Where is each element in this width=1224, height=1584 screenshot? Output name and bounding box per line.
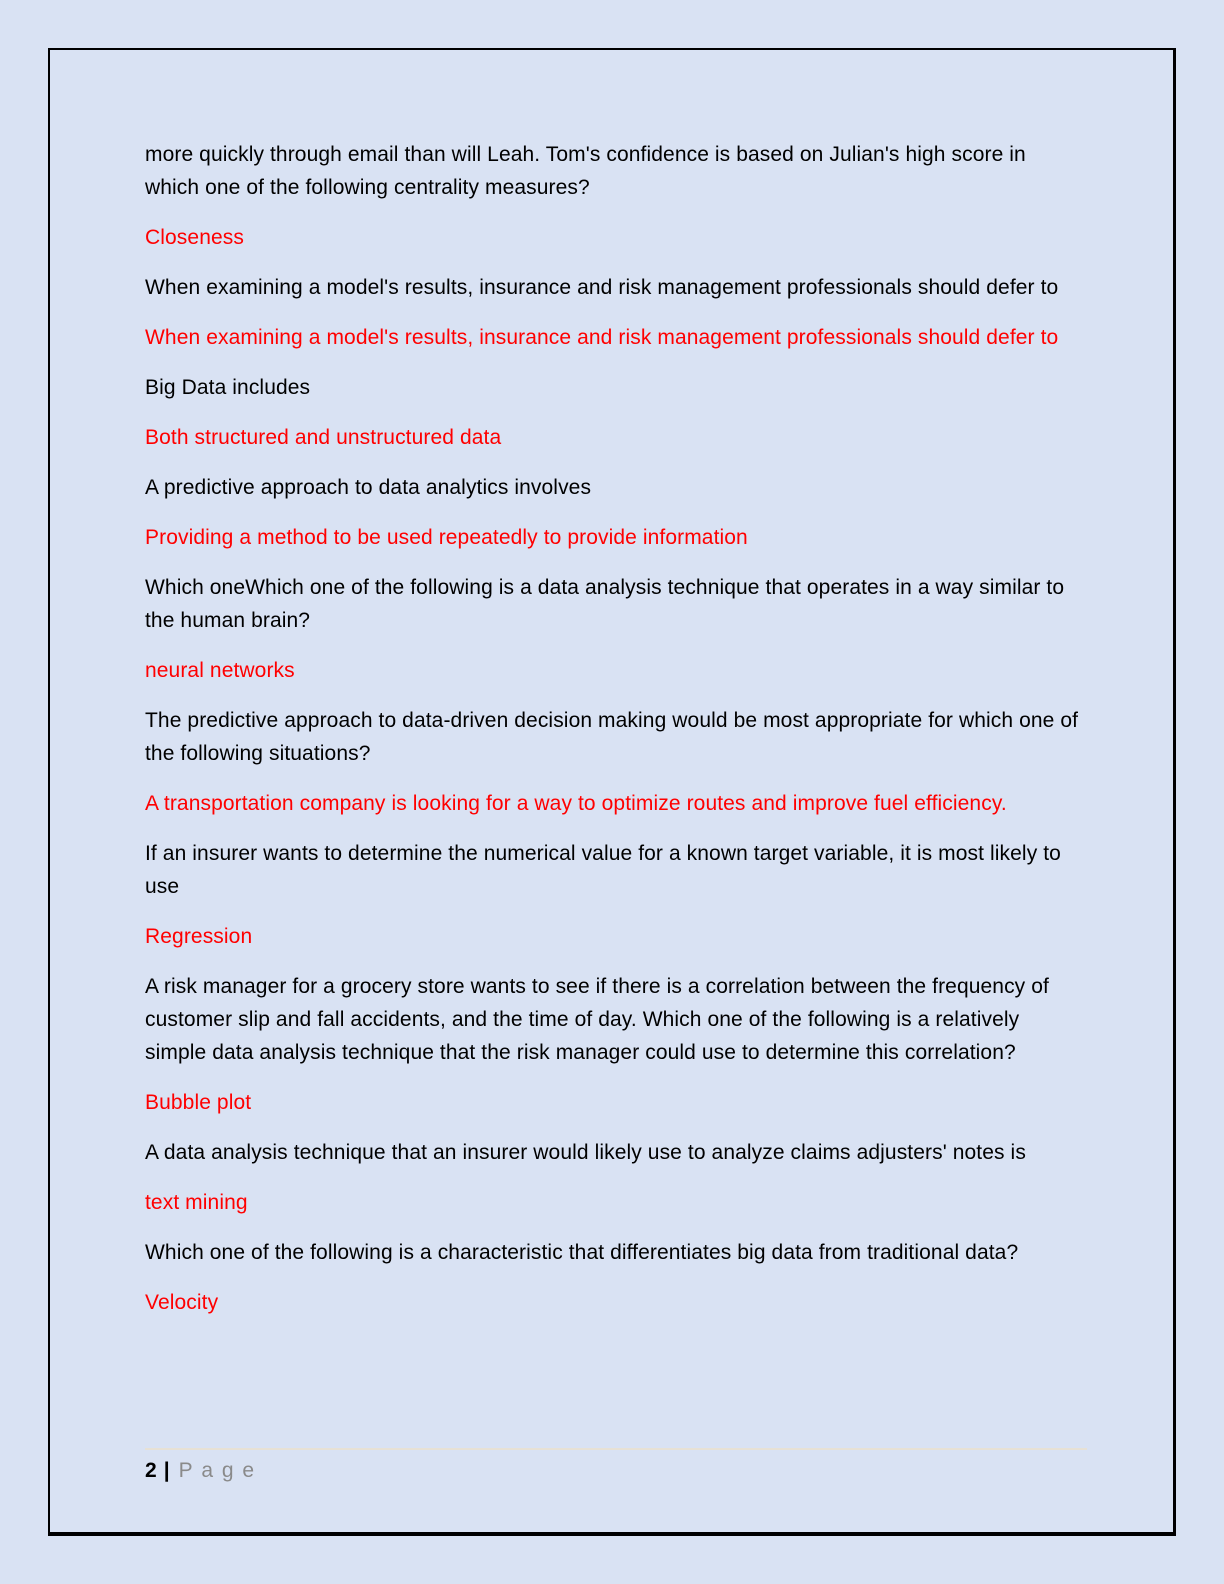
answer-paragraph: Both structured and unstructured data — [145, 426, 502, 449]
document-page — [48, 48, 1176, 1536]
answer-paragraph: Velocity — [145, 1291, 219, 1314]
question-paragraph: If an insurer wants to determine the numerical value for a known target variable, it is most likely to use — [145, 842, 1061, 898]
page-footer — [145, 1448, 1087, 1483]
answer-paragraph: text mining — [145, 1191, 248, 1214]
question-paragraph: A data analysis technique that an insurer would likely use to analyze claims adjusters' notes is — [145, 1141, 1026, 1164]
answer-paragraph: neural networks — [145, 659, 295, 682]
question-paragraph: A risk manager for a grocery store wants to see if there is a correlation between the frequency of customer slip and fall accidents, and the time of day. Which one of the following is a relatively simple data analysis technique that the risk manager could use to determine this correlation? — [145, 975, 1049, 1064]
footer-page-number: 2 — [145, 1459, 157, 1482]
content — [145, 138, 1083, 1336]
footer-separator: | — [163, 1459, 170, 1482]
answer-paragraph: Bubble plot — [145, 1091, 252, 1114]
answer-paragraph: A transportation company is looking for a way to optimize routes and improve fuel efficiency. — [145, 792, 1007, 815]
question-paragraph: Big Data includes — [145, 376, 311, 399]
question-paragraph: Which oneWhich one of the following is a data analysis technique that operates in a way similar to the human brain? — [145, 576, 1065, 632]
answer-paragraph: Providing a method to be used repeatedly to provide information — [145, 526, 748, 549]
answer-paragraph: Regression — [145, 925, 253, 948]
question-paragraph: Which one of the following is a characteristic that differentiates big data from traditional data? — [145, 1241, 1019, 1264]
question-paragraph: When examining a model's results, insurance and risk management professionals should defer to — [145, 276, 1059, 299]
answer-paragraph: Closeness — [145, 226, 244, 249]
question-paragraph: more quickly through email than will Leah. Tom's confidence is based on Julian's high score in which one of the following centrality measures? — [145, 143, 1026, 199]
footer-page-label: Page — [178, 1459, 263, 1482]
question-paragraph: A predictive approach to data analytics involves — [145, 476, 592, 499]
question-paragraph: The predictive approach to data-driven decision making would be most appropriate for which one of the following situations? — [145, 709, 1079, 765]
answer-paragraph: When examining a model's results, insurance and risk management professionals should defer to — [145, 326, 1059, 349]
